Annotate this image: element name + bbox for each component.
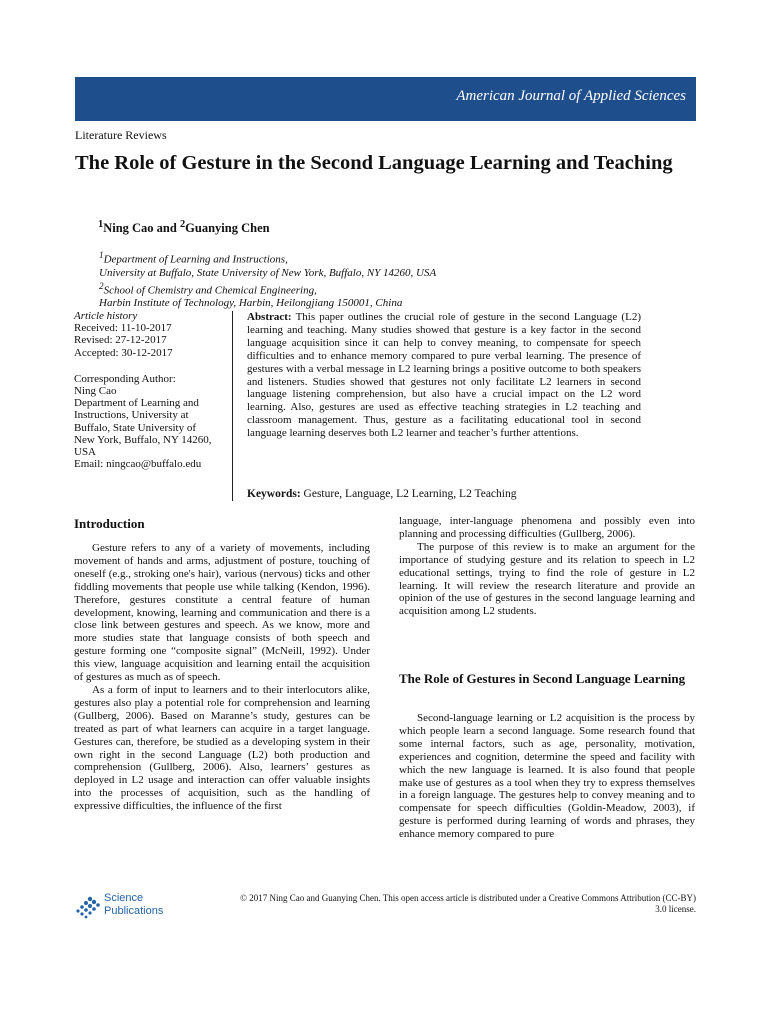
keywords bbox=[247, 488, 516, 500]
corresponding-line: USA bbox=[74, 446, 97, 459]
abstract bbox=[247, 311, 641, 440]
affiliations bbox=[99, 249, 436, 310]
section-heading: The Role of Gestures in Second Language Learning bbox=[399, 671, 686, 686]
journal-banner bbox=[75, 77, 696, 121]
corresponding-heading: Corresponding Author: bbox=[74, 372, 176, 385]
paragraph: language, inter-language phenomena and possibly even into planning and processing difficulties (Gullberg, 2006). bbox=[399, 515, 695, 540]
keywords-text: Gesture, Language, L2 Learning, L2 Teaching bbox=[300, 488, 517, 500]
section-label: Literature Reviews bbox=[75, 128, 167, 142]
author-2-sup: 2 bbox=[179, 219, 186, 230]
author-list bbox=[98, 219, 270, 236]
article-title: The Role of Gesture in the Second Language Learning and Teaching bbox=[75, 152, 673, 174]
affiliation-line: University at Buffalo, State University of New York, Buffalo, NY 14260, USA bbox=[99, 266, 437, 279]
email-line: Email: ningcao@buffalo.edu bbox=[74, 458, 202, 471]
right-column-section2 bbox=[399, 712, 695, 841]
author-1: Ning Cao and bbox=[103, 221, 180, 236]
affiliation-line: Harbin Institute of Technology, Harbin, Heilongjiang 150001, China bbox=[99, 297, 403, 310]
copyright-notice: © 2017 Ning Cao and Guanying Chen. This open access article is distributed under a Creative Commons Attribution (CC-BY) 3.0 license. bbox=[240, 893, 696, 914]
author-2: Guanying Chen bbox=[185, 221, 270, 236]
right-column bbox=[399, 515, 695, 618]
corresponding-line: New York, Buffalo, NY 14260, bbox=[74, 433, 212, 446]
left-column bbox=[74, 542, 370, 813]
accepted-date: Accepted: 30-12-2017 bbox=[74, 346, 173, 359]
abstract-label: Abstract: bbox=[247, 311, 292, 323]
paragraph: Second-language learning or L2 acquisition is the process by which people learn a second language. Some research found that some internal factors, such as age, personality, motivation, experiences and cognition, determine the speed and facility with which the new language is learned. It is also found that people make use of gestures as a tool when they try to express themselves in a foreign language. The gestures help to convey meaning and to compensate for speech difficulties (Goldin-Meadow, 2003), if gesture is performed during learning of words and phrases, they enhance memory compared to pure bbox=[399, 712, 695, 841]
publisher-logo bbox=[74, 892, 184, 926]
column-divider bbox=[232, 311, 233, 501]
paragraph: As a form of input to learners and to their interlocutors alike, gestures also play a potential role for comprehension and learning (Gullberg, 2006). Based on Maranne’s study, gestures can be treated as part of what learners can acquire in a target language. Gestures can, therefore, be studied as a developing system in their own right in the second Language (L2) both production and comprehension (Gullberg, 2006). Also, learners’ gestures as deployed in L2 usage and interaction can offer valuable insights into the processes of acquisition, such as the handling of expressive difficulties, the influence of the first bbox=[74, 683, 370, 813]
affiliation-line: $^2$School of Chemistry and Chemical Engineering, bbox=[99, 280, 317, 297]
history-heading: Article history bbox=[74, 310, 138, 322]
paragraph: Gesture refers to any of a variety of movements, including movement of hands and arms, adjustment of posture, touching of oneself (e.g., stroking one's hair), various (nervous) ticks and other fiddling movements that people use while talking (Kendon, 1996). Therefore, gestures constitute a central feature of human development, knowing, learning and communication and there is a close link between gestures and speech. As we know, more and more studies state that language consists of both speech and gesture forming one “composite signal” (McNeill, 1992). Under this view, language acquisition and learning entail the acquisition of gestures as much as of speech. bbox=[74, 542, 370, 684]
intro-heading: Introduction bbox=[74, 516, 145, 531]
revised-date: Revised: 27-12-2017 bbox=[74, 334, 167, 347]
corresponding-line: Instructions, University at bbox=[74, 409, 189, 422]
corresponding-line: Ning Cao bbox=[74, 385, 117, 398]
received-date: Received: 11-10-2017 bbox=[74, 322, 172, 335]
author-1-sup: 1 bbox=[98, 219, 104, 230]
logo-text: Science Publications bbox=[104, 892, 164, 917]
article-meta bbox=[74, 310, 239, 470]
corresponding-line: Department of Learning and bbox=[74, 397, 199, 410]
paragraph: The purpose of this review is to make an argument for the importance of studying gesture and its relation to speech in L2 educational settings, trying to find the role of gesture in L2 learning. It will review the research literature and provide an opinion of the use of gestures in the second language learning and acquisition among L2 students. bbox=[399, 540, 695, 618]
abstract-text: This paper outlines the crucial role of gesture in the second Language (L2) learning and teaching. Many studies showed that gesture is a key factor in the second language acquisition since it can help to convey meaning, to compensate for speech difficulties and to enhance memory compared to pure verbal learning. The presence of gestures with a verbal message in L2 learning brings a positive outcome to both speakers and listeners. Studies showed that gestures not only facilitate L2 learners in second language listening comprehension, but also have a crucial impact on the L2 word learning. Also, gestures are used as effective teaching strategies in L2 teaching and classroom management. Thus, gesture as a facilitating educational tool in second language learning deserves both L2 learner and teacher’s further attentions. bbox=[247, 311, 641, 440]
affiliation-line: $^1$Department of Learning and Instructions, bbox=[99, 250, 288, 266]
journal-name: American Journal of Applied Sciences bbox=[456, 88, 686, 104]
science-publications-icon bbox=[74, 893, 100, 919]
corresponding-line: Buffalo, State University of bbox=[74, 421, 196, 434]
keywords-label: Keywords: bbox=[247, 488, 301, 500]
